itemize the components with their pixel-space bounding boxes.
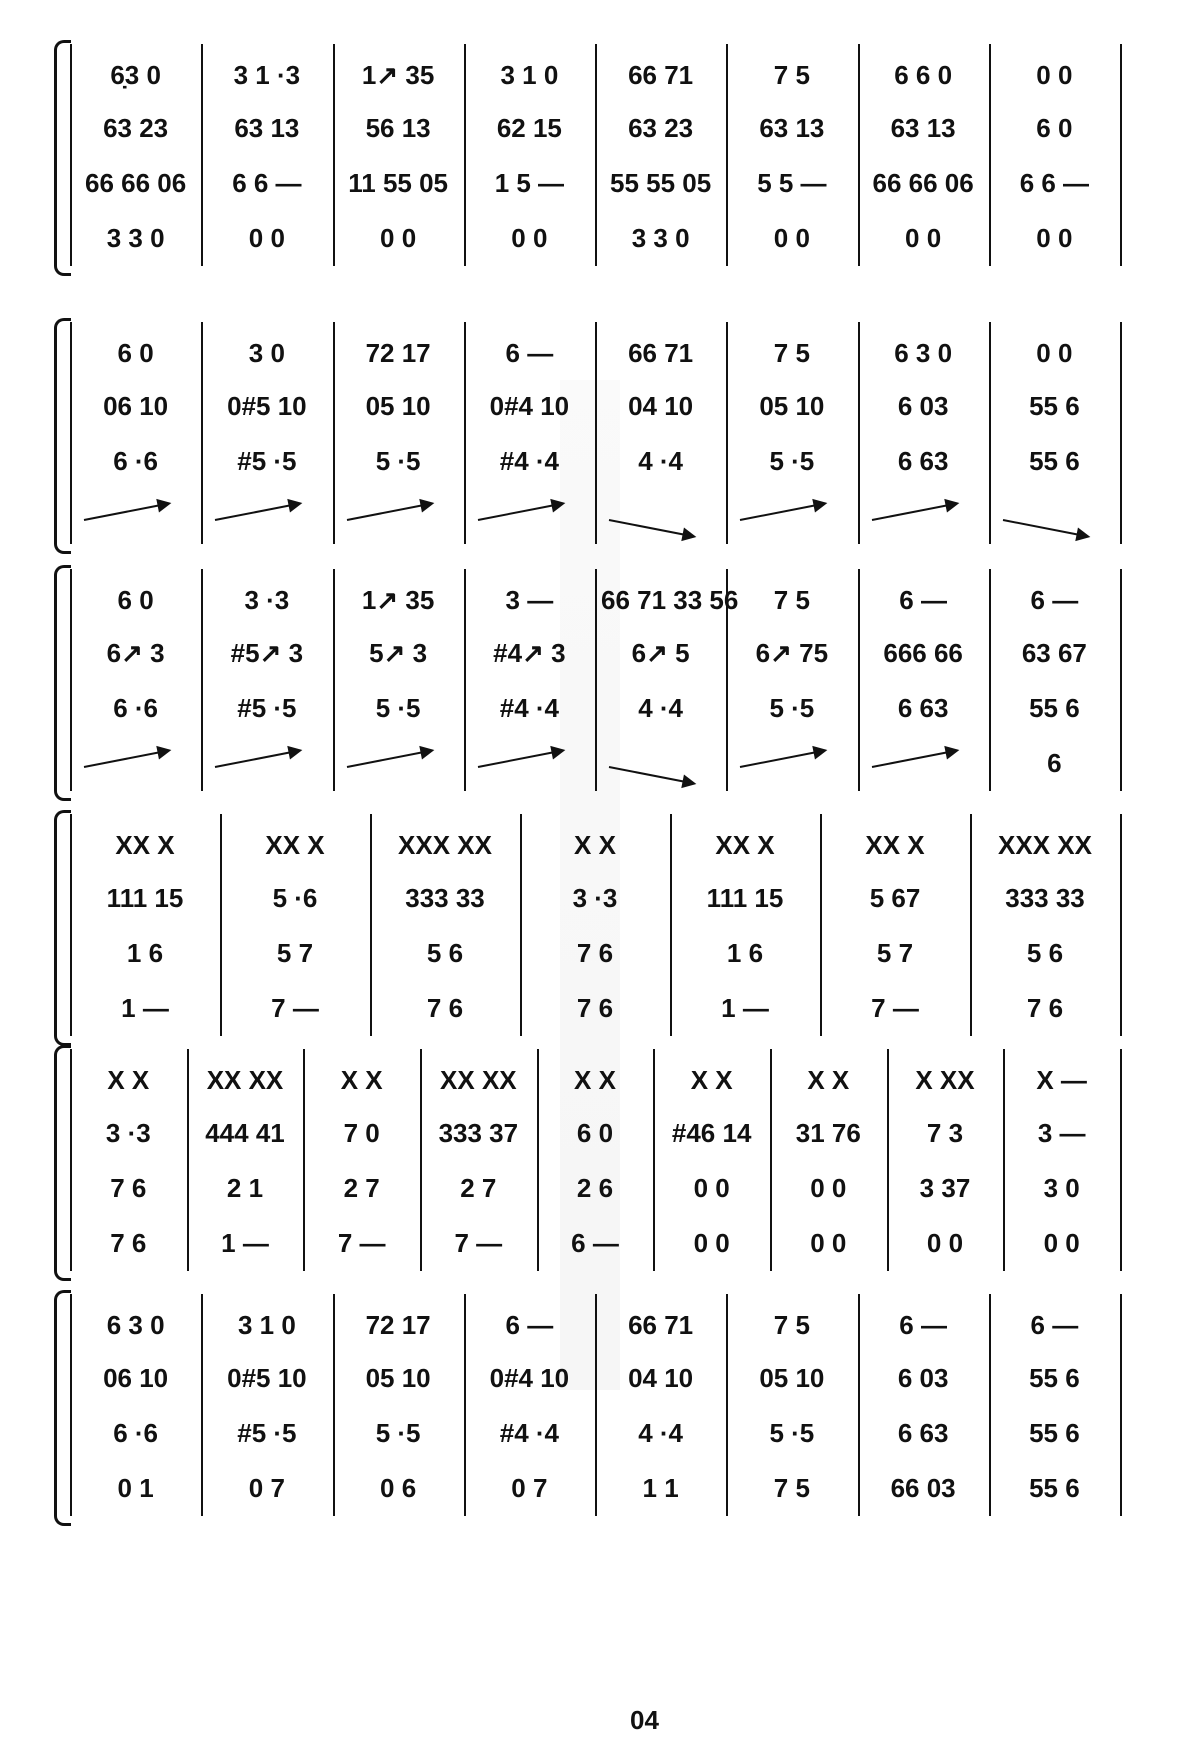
measure-cell: 6 03: [897, 1362, 949, 1393]
measure-cell: 0 7: [248, 1472, 285, 1503]
system-2: [40, 318, 1160, 558]
measure-cell: 66 71: [628, 59, 694, 90]
barline: [858, 322, 860, 544]
measure-cell: 1 —: [721, 992, 769, 1023]
measure-cell: 6 —: [1030, 584, 1079, 615]
measure-cell: #4↗ 3: [493, 637, 566, 668]
measure-cell: 5 67: [869, 882, 921, 913]
measure-cell: 6 —: [571, 1227, 619, 1258]
system-bracket: [54, 810, 71, 1046]
measure-cell: 55 6: [1029, 692, 1080, 723]
measure-cell: XX XX: [440, 1064, 517, 1095]
measure-cell: 0 0: [693, 1227, 730, 1258]
barline: [370, 814, 372, 1036]
system-1: [40, 40, 1160, 280]
barline: [1120, 1294, 1122, 1516]
system-5: [40, 1045, 1160, 1285]
measure-cell: XX XX: [206, 1064, 284, 1095]
measure-cell: 05 10: [759, 390, 825, 421]
percussion-arrow-down: [609, 519, 695, 538]
system-bracket: [54, 1290, 71, 1526]
barline: [970, 814, 972, 1036]
measure-cell: 55 6: [1029, 445, 1080, 476]
percussion-arrow-up: [346, 502, 432, 521]
barline: [70, 1049, 72, 1271]
system-3: [40, 565, 1160, 805]
measure-cell: 0 1: [117, 1472, 154, 1503]
measure-cell: 5 6: [1026, 937, 1064, 968]
measure-cell: 63 23: [628, 112, 694, 143]
measure-cell: 333 33: [405, 882, 485, 913]
barline: [726, 1294, 728, 1516]
percussion-arrow-up: [871, 502, 957, 521]
measure-cell: 111 15: [706, 882, 784, 913]
measure-cell: 6 03: [897, 390, 949, 421]
measure-cell: 72 17: [365, 337, 431, 368]
percussion-arrow-up: [478, 502, 564, 521]
system-bracket: [54, 40, 71, 276]
measure-cell: 3 —: [1037, 1117, 1086, 1148]
percussion-arrow-up: [84, 502, 170, 521]
measure-cell: 2 7: [460, 1172, 497, 1203]
measure-cell: 05 10: [365, 390, 431, 421]
measure-cell: 333 37: [438, 1117, 519, 1148]
measure-cell: 1 6: [126, 937, 164, 968]
measure-cell: 0#5 10: [227, 390, 307, 421]
measure-cell: 2 1: [226, 1172, 264, 1203]
barline: [70, 569, 72, 791]
barline: [989, 44, 991, 266]
barline: [520, 814, 522, 1036]
measure-cell: 6 6 —: [232, 167, 302, 198]
measure-cell: 0 0: [810, 1172, 847, 1203]
measure-cell: 6 63: [897, 1417, 949, 1448]
measure-cell: #4 ·4: [499, 1417, 559, 1448]
barline: [653, 1049, 655, 1271]
system-4: [40, 810, 1160, 1050]
measure-cell: 06 10: [103, 1362, 169, 1393]
measure-cell: 0 0: [380, 222, 417, 253]
barline: [1120, 569, 1122, 791]
measure-cell: 333 33: [1005, 882, 1085, 913]
measure-cell: 6 ·6: [113, 692, 159, 723]
measure-cell: 4 ·4: [638, 1417, 684, 1448]
measure-cell: 63 13: [234, 112, 300, 143]
measure-cell: 0 0: [1043, 1227, 1080, 1258]
barline: [464, 569, 466, 791]
measure-cell: 63 67: [1021, 637, 1087, 668]
measure-cell: 5 7: [276, 937, 314, 968]
measure-cell: 55 6: [1029, 1417, 1080, 1448]
measure-cell: XX X: [115, 829, 175, 860]
barline: [595, 322, 597, 544]
percussion-arrow-up: [215, 502, 301, 521]
measure-cell: 62 15: [496, 112, 562, 143]
measure-cell: XXX XX: [998, 829, 1092, 860]
measure-cell: #5↗ 3: [230, 637, 304, 668]
measure-cell: 0 0: [1036, 337, 1073, 368]
measure-cell: 0 0: [773, 222, 810, 253]
measure-cell: 6 0: [117, 584, 154, 615]
measure-cell: 72 17: [365, 1309, 431, 1340]
barline: [1120, 1049, 1122, 1271]
barline: [70, 814, 72, 1036]
measure-cell: 1↗ 35: [361, 59, 435, 90]
measure-cell: 5 ·5: [769, 692, 815, 723]
measure-cell: XX X: [865, 829, 925, 860]
measure-cell: 6 0: [1036, 112, 1073, 143]
measure-cell: 5 ·5: [769, 1417, 815, 1448]
measure-cell: 5 6: [426, 937, 464, 968]
measure-cell: 6 0: [117, 337, 154, 368]
measure-cell: 5 ·6: [272, 882, 318, 913]
measure-cell: 6 0: [576, 1117, 614, 1148]
measure-cell: 63 23: [103, 112, 169, 143]
measure-cell: 3 1 0: [500, 59, 559, 90]
measure-cell: 7 6: [1026, 992, 1064, 1023]
measure-cell: 66 03: [890, 1472, 956, 1503]
measure-cell: 66 66 06: [872, 167, 974, 198]
barline: [537, 1049, 539, 1271]
measure-cell: 0#4 10: [489, 1362, 570, 1393]
measure-cell: 55 55 05: [610, 167, 712, 198]
barline: [670, 814, 672, 1036]
barline: [858, 44, 860, 266]
measure-cell: 7 6: [576, 937, 614, 968]
measure-cell: 1 5 —: [494, 167, 565, 198]
measure-cell: 0 7: [511, 1472, 548, 1503]
measure-cell: XX X: [265, 829, 325, 860]
measure-cell: X X: [574, 1064, 616, 1095]
measure-cell: 6 6 —: [1019, 167, 1090, 198]
measure-cell: 6 —: [1030, 1309, 1079, 1340]
measure-cell: 0 0: [905, 222, 942, 253]
barline: [187, 1049, 189, 1271]
measure-cell: 0#4 10: [489, 390, 570, 421]
barline: [333, 322, 335, 544]
measure-cell: 1 —: [221, 1227, 269, 1258]
measure-cell: 6↗ 3: [106, 637, 165, 668]
measure-cell: 63 13: [759, 112, 825, 143]
measure-cell: 6↗ 5: [631, 637, 690, 668]
measure-cell: X —: [1036, 1064, 1087, 1095]
measure-cell: 5 ·5: [375, 692, 421, 723]
measure-cell: 1 —: [121, 992, 169, 1023]
measure-cell: 7 —: [871, 992, 919, 1023]
measure-cell: 6↗ 75: [755, 637, 829, 668]
measure-cell: 3 ·3: [572, 882, 618, 913]
percussion-arrow-up: [215, 749, 301, 768]
percussion-arrow-up: [84, 749, 170, 768]
measure-cell: 0 0: [248, 222, 285, 253]
measure-cell: 0#5 10: [227, 1362, 307, 1393]
measure-cell: 6 3 0: [894, 337, 953, 368]
measure-cell: #46 14: [671, 1117, 752, 1148]
measure-cell: 56 13: [365, 112, 431, 143]
measure-cell: 3 0: [1043, 1172, 1080, 1203]
measure-cell: 3 ·3: [244, 584, 290, 615]
percussion-arrow-down: [1003, 519, 1089, 538]
measure-cell: 66 71: [628, 1309, 694, 1340]
barline: [464, 322, 466, 544]
barline: [70, 1294, 72, 1516]
measure-cell: 7 6: [110, 1172, 147, 1203]
barline: [726, 322, 728, 544]
measure-cell: 6 —: [899, 1309, 947, 1340]
measure-cell: #5 ·5: [237, 692, 297, 723]
measure-cell: #4 ·4: [499, 692, 559, 723]
measure-cell: X XX: [915, 1064, 975, 1095]
barline: [464, 44, 466, 266]
measure-cell: 0 0: [511, 222, 548, 253]
measure-cell: 05 10: [365, 1362, 431, 1393]
measure-cell: 7 6: [426, 992, 464, 1023]
percussion-arrow-up: [740, 502, 826, 521]
measure-cell: 444 41: [205, 1117, 285, 1148]
measure-cell: 7 5: [773, 584, 810, 615]
measure-cell: 1 1: [642, 1472, 679, 1503]
percussion-arrow-up: [871, 749, 957, 768]
measure-cell: 1 6: [726, 937, 764, 968]
measure-cell: 3 37: [919, 1172, 971, 1203]
measure-cell: XX X: [715, 829, 775, 860]
percussion-arrow-up: [346, 749, 432, 768]
measure-cell: 06 10: [103, 390, 169, 421]
measure-cell: 5 ·5: [375, 445, 421, 476]
measure-cell: 05 10: [759, 1362, 825, 1393]
barline: [333, 44, 335, 266]
measure-cell: 63 13: [890, 112, 956, 143]
barline: [858, 569, 860, 791]
measure-cell: 55 6: [1029, 1362, 1080, 1393]
barline: [726, 44, 728, 266]
barline: [201, 1294, 203, 1516]
barline: [201, 44, 203, 266]
measure-cell: 66 71 33 56: [601, 584, 739, 615]
system-bracket: [54, 565, 71, 801]
system-bracket: [54, 1045, 71, 1281]
measure-cell: 5 ·5: [769, 445, 815, 476]
barline: [201, 569, 203, 791]
measure-cell: X X: [107, 1064, 150, 1095]
measure-cell: X X: [574, 829, 616, 860]
measure-cell: 6̣3 0: [110, 59, 161, 90]
barline: [220, 814, 222, 1036]
measure-cell: 6 63: [897, 692, 949, 723]
measure-cell: 3 —: [505, 584, 554, 615]
system-bracket: [54, 318, 71, 554]
barline: [1120, 44, 1122, 266]
measure-cell: 6 ·6: [113, 1417, 159, 1448]
measure-cell: 5 5 —: [757, 167, 827, 198]
barline: [420, 1049, 422, 1271]
measure-cell: #4 ·4: [499, 445, 559, 476]
measure-cell: 6 6 0: [894, 59, 953, 90]
barline: [595, 1294, 597, 1516]
measure-cell: 3 0: [248, 337, 285, 368]
percussion-arrow-down: [609, 766, 695, 785]
measure-cell: 11 55 05: [348, 167, 449, 198]
barline: [989, 1294, 991, 1516]
measure-cell: 0 0: [810, 1227, 847, 1258]
measure-cell: 666 66: [883, 637, 963, 668]
measure-cell: X X: [807, 1064, 850, 1095]
measure-cell: 3 3 0: [631, 222, 690, 253]
measure-cell: X X: [690, 1064, 733, 1095]
barline: [201, 322, 203, 544]
barline: [595, 569, 597, 791]
barline: [303, 1049, 305, 1271]
measure-cell: 2 7: [343, 1172, 380, 1203]
barline: [770, 1049, 772, 1271]
measure-cell: 7 5: [773, 337, 810, 368]
barline: [858, 1294, 860, 1516]
barline: [989, 322, 991, 544]
measure-cell: 7 —: [271, 992, 319, 1023]
measure-cell: 0 0: [693, 1172, 730, 1203]
measure-cell: 2 6: [576, 1172, 614, 1203]
measure-cell: 7 0: [343, 1117, 380, 1148]
measure-cell: 0 0: [1036, 222, 1073, 253]
measure-cell: 0 0: [1036, 59, 1073, 90]
barline: [1120, 814, 1122, 1036]
measure-cell: 3 ·3: [105, 1117, 151, 1148]
barline: [595, 44, 597, 266]
measure-cell: 04 10: [628, 390, 694, 421]
measure-cell: 5↗ 3: [369, 637, 428, 668]
measure-cell: 5 ·5: [375, 1417, 421, 1448]
measure-cell: 7 5: [773, 1472, 810, 1503]
barline: [820, 814, 822, 1036]
measure-cell: 7 5: [773, 1309, 810, 1340]
measure-cell: 7 6: [576, 992, 614, 1023]
barline: [70, 44, 72, 266]
measure-cell: 5 7: [876, 937, 914, 968]
measure-cell: 111 15: [106, 882, 184, 913]
measure-cell: 55 6: [1029, 1472, 1080, 1503]
measure-cell: 04 10: [628, 1362, 694, 1393]
barline: [464, 1294, 466, 1516]
measure-cell: 6: [1047, 747, 1062, 778]
measure-cell: 7 6: [110, 1227, 147, 1258]
barline: [333, 1294, 335, 1516]
barline: [333, 569, 335, 791]
measure-cell: 6 —: [505, 337, 554, 368]
measure-cell: 0 0: [926, 1227, 964, 1258]
measure-cell: 7 —: [454, 1227, 503, 1258]
measure-cell: 66 66 06: [85, 167, 187, 198]
measure-cell: 3 3 0: [106, 222, 165, 253]
barline: [989, 569, 991, 791]
measure-cell: 7 —: [337, 1227, 386, 1258]
measure-cell: 6 63: [897, 445, 949, 476]
measure-cell: XXX XX: [398, 829, 492, 860]
measure-cell: X X: [340, 1064, 383, 1095]
measure-cell: 4 ·4: [638, 445, 684, 476]
measure-cell: 3 1 ·3: [233, 59, 301, 90]
measure-cell: #5 ·5: [237, 445, 297, 476]
measure-cell: 6 —: [899, 584, 947, 615]
measure-cell: 1↗ 35: [361, 584, 435, 615]
measure-cell: 31 76: [795, 1117, 861, 1148]
measure-cell: 6 —: [505, 1309, 554, 1340]
measure-cell: 6 ·6: [113, 445, 159, 476]
barline: [887, 1049, 889, 1271]
measure-cell: 7 5: [773, 59, 810, 90]
measure-cell: 6 3 0: [106, 1309, 165, 1340]
measure-cell: 7 3: [926, 1117, 964, 1148]
barline: [1120, 322, 1122, 544]
barline: [1003, 1049, 1005, 1271]
measure-cell: 3 1 0: [237, 1309, 296, 1340]
barline: [70, 322, 72, 544]
measure-cell: 0 6: [380, 1472, 417, 1503]
measure-cell: 66 71: [628, 337, 694, 368]
measure-cell: 4 ·4: [638, 692, 684, 723]
percussion-arrow-up: [478, 749, 564, 768]
measure-cell: #5 ·5: [237, 1417, 297, 1448]
page-number: 04: [630, 1705, 659, 1735]
measure-cell: 55 6: [1029, 390, 1080, 421]
percussion-arrow-up: [740, 749, 826, 768]
system-6: [40, 1290, 1160, 1530]
